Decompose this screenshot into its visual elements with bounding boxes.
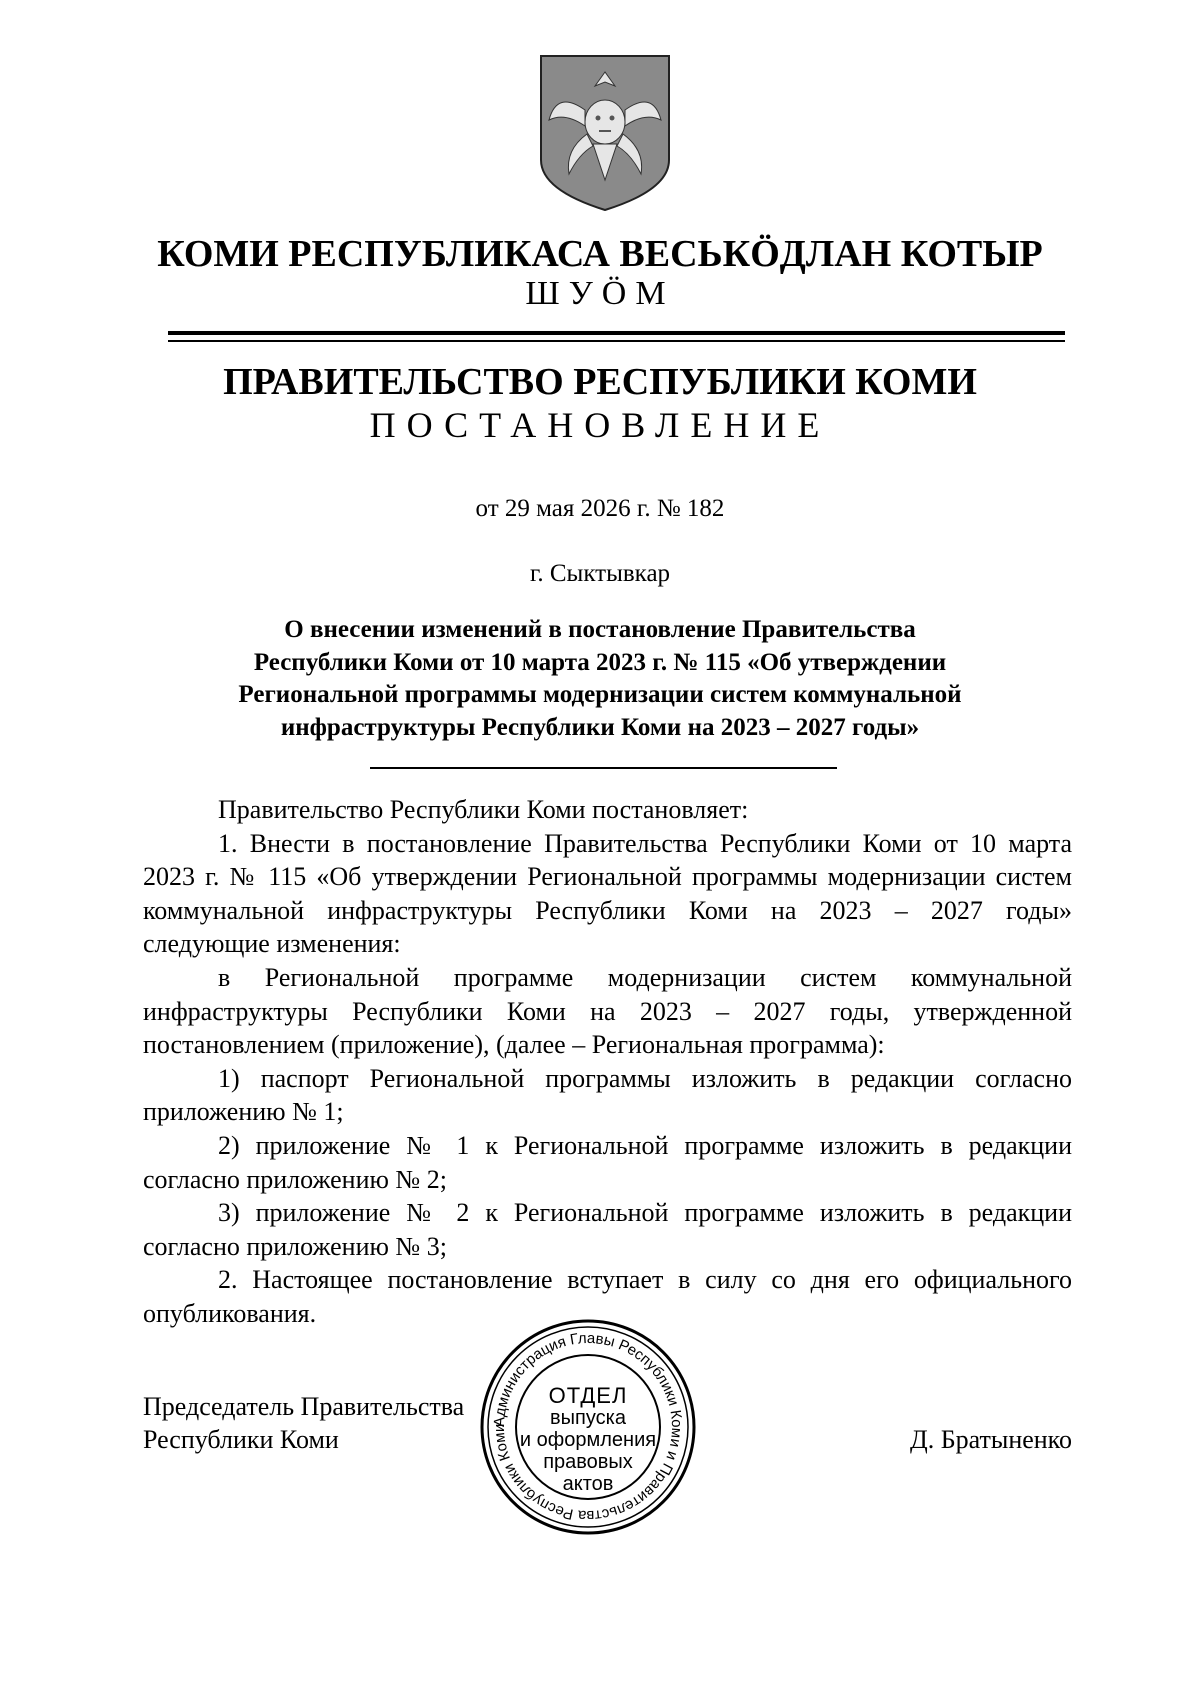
body-paragraph: 1) паспорт Региональной программы изложить в редакции согласно приложению № 1; <box>143 1063 1072 1127</box>
subject-line: Республики Коми от 10 марта 2023 г. № 115 «Об утверждении <box>253 648 947 676</box>
document-body <box>143 793 1072 1331</box>
signatory-position <box>143 1390 464 1456</box>
stamp-center-line: выпуска <box>550 1407 626 1429</box>
body-paragraph: 2. Настоящее постановление вступает в силу со дня его официального опубликования. <box>143 1265 1072 1328</box>
body-paragraph: 2) приложение № 1 к Региональной программе изложить в редакции согласно приложению № 2; <box>143 1130 1072 1194</box>
stamp-center-line: и оформления <box>519 1429 657 1451</box>
body-paragraph: 1. Внести в постановление Правительства Республики Коми от 10 марта 2023 г. № 115 «Об утверждении Региональной программы модернизации систем коммунальной инфраструктуры Республики Коми на 2023 – 2027 годы» следующие изменения: <box>143 828 1072 959</box>
stamp-center-line: ОТДЕЛ <box>548 1383 628 1408</box>
document-type: ПОСТАНОВЛЕНИЕ <box>369 405 831 445</box>
subject-line: О внесении изменений в постановление Правительства <box>284 616 916 643</box>
body-paragraph: 3) приложение № 2 к Региональной программе изложить в редакции согласно приложению № 3; <box>143 1198 1072 1261</box>
header-divider-thick <box>168 331 1065 335</box>
subject-line: Региональной программы модернизации систем коммунальной <box>238 681 962 708</box>
header-divider-thin <box>168 340 1065 342</box>
komi-document-type: ШУӦМ <box>525 275 675 312</box>
government-title: ПРАВИТЕЛЬСТВО РЕСПУБЛИКИ КОМИ <box>223 361 977 403</box>
subject-underline <box>370 767 837 769</box>
body-paragraph: в Региональной программе модернизации систем коммунальной инфраструктуры Республики Коми на 2023 – 2027 годы, утвержденной постановлением (приложение), (далее – Региональная программа): <box>143 962 1072 1060</box>
stamp-center-text <box>478 1385 698 1495</box>
stamp-center-line: актов <box>562 1473 614 1495</box>
official-stamp-icon <box>471 1304 698 1537</box>
stamp-ring-text: Администрация Главы Республики Коми и Правительства Республики Коми ✱ <box>471 1304 686 1525</box>
document-subject <box>150 614 1050 744</box>
subject-line: инфраструктуры Республики Коми на 2023 – 2027 годы» <box>280 713 920 741</box>
body-paragraph: Правительство Республики Коми постановляет: <box>218 795 749 824</box>
signatory-position-line: Председатель Правительства <box>143 1392 465 1421</box>
document-date-number: от 29 мая 2026 г. № 182 <box>475 495 725 522</box>
komi-coat-of-arms-icon <box>535 50 675 212</box>
signatory-position-line: Республики Коми <box>143 1425 339 1454</box>
signatory-name: Д. Братыненко <box>909 1425 1072 1454</box>
stamp-center-line: правовых <box>543 1451 633 1473</box>
komi-government-title: КОМИ РЕСПУБЛИКАСА ВЕСЬКӦДЛАН КОТЫР <box>157 233 1043 275</box>
document-city: г. Сыктывкар <box>529 560 671 587</box>
